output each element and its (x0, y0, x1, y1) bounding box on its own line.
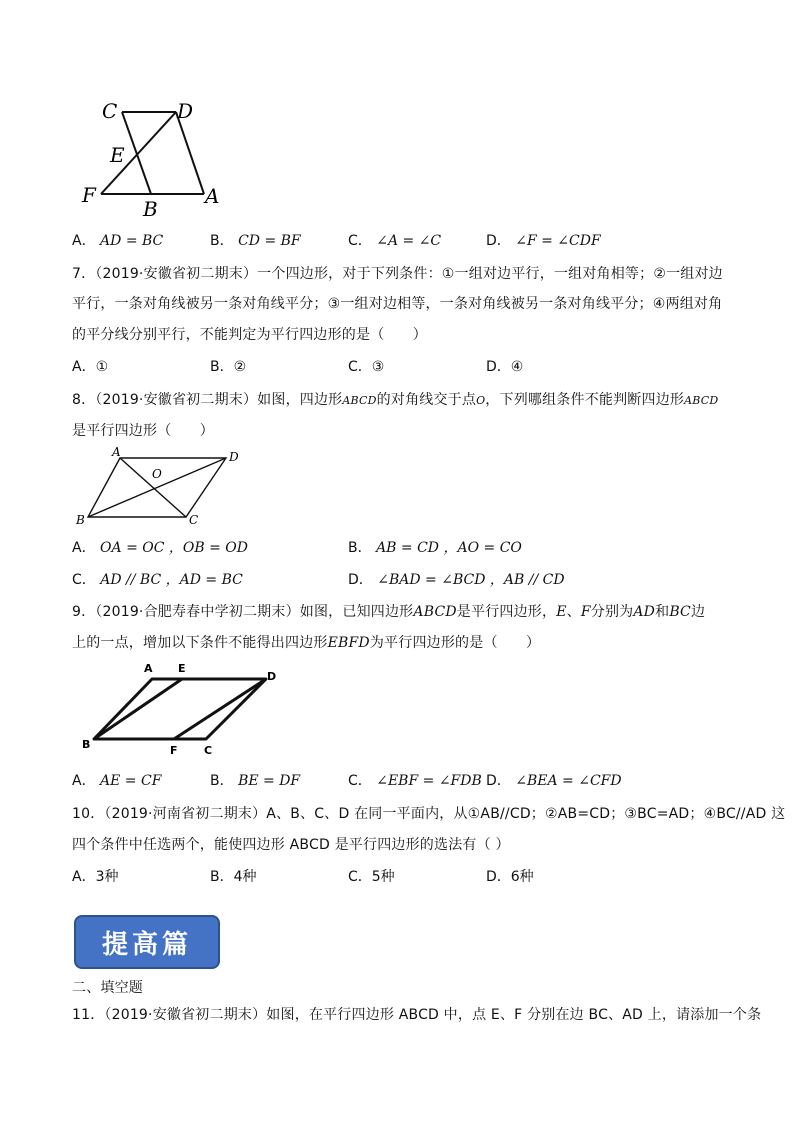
q9-label-C: C (204, 744, 213, 757)
q6-label-A: A (205, 184, 220, 208)
q6-label-F: F (82, 183, 96, 207)
q6-seg-DA (176, 112, 204, 194)
q6-seg-CB (122, 112, 151, 194)
q6-label-B: B (143, 197, 158, 220)
q9-option-a: A． AE = CF (72, 773, 162, 789)
q9-seg-FD (174, 679, 266, 739)
q6-option-c: C． ∠A = ∠C (348, 233, 442, 249)
q6-label-E: E (110, 143, 125, 167)
q9-label-F: F (170, 744, 178, 757)
q9-line-2: 上的一点，增加以下条件不能得出四边形EBFD为平行四边形的是（ ） (72, 635, 541, 651)
q8-label-A: A (112, 446, 121, 459)
q8-option-d: D． ∠BAD = ∠BCD ，AB // CD (348, 572, 565, 588)
q8-line-1: 8．（2019·安徽省初二期末）如图，四边形ABCD的对角线交于点O，下列哪组条件不能判断四边形ABCD (72, 392, 719, 408)
q9-option-b: B． BE = DF (210, 773, 301, 789)
q10-option-a: A．3种 (72, 869, 119, 885)
q7-line-2: 平行，一条对角线被另一条对角线平分；③一组对边相等，一条对角线被另一条对角线平分；④两组对角 (72, 296, 723, 312)
q7-option-c: C．③ (348, 359, 385, 375)
q8-option-c: C． AD // BC ，AD = BC (72, 572, 243, 588)
q10-option-c: C．5种 (348, 869, 395, 885)
q11-line-1: 11．（2019·安徽省初二期末）如图，在平行四边形 ABCD 中，点 E、F 分别在边 BC、AD 上，请添加一个条 (72, 1007, 762, 1023)
q9-option-c: C． ∠EBF = ∠FDB (348, 773, 482, 789)
q9-seg-BE (94, 679, 182, 739)
q6-option-b: B． CD = BF (210, 233, 301, 249)
section-banner: 提高篇 (74, 915, 220, 969)
q9-option-d: D． ∠BEA = ∠CFD (486, 773, 622, 789)
q6-option-d: D． ∠F = ∠CDF (486, 233, 601, 249)
q9-label-E: E (178, 662, 186, 675)
q8-option-b: B． AB = CD ，AO = CO (348, 540, 522, 556)
q10-line-1: 10．（2019·河南省初二期末）A、B、C、D 在同一平面内，从①AB//CD；②AB=CD；③BC=AD；④BC//AD 这 (72, 806, 786, 822)
q8-figure (72, 446, 252, 530)
q9-figure (76, 658, 286, 758)
q6-label-D: D (177, 99, 194, 123)
q10-option-d: D．6种 (486, 869, 534, 885)
q9-label-A: A (144, 662, 153, 675)
section-heading: 二、填空题 (72, 980, 143, 996)
q7-line-3: 的平分线分别平行，不能判定为平行四边形的是（ ） (72, 327, 427, 343)
q8-label-D: D (229, 450, 239, 464)
q8-label-C: C (189, 513, 199, 527)
q6-label-C: C (102, 99, 118, 123)
q8-option-a: A． OA = OC ，OB = OD (72, 540, 248, 556)
q8-label-O: O (152, 467, 162, 481)
q9-label-B: B (82, 738, 91, 751)
q10-option-b: B．4种 (210, 869, 257, 885)
q8-label-B: B (76, 513, 85, 527)
q7-option-a: A．① (72, 359, 109, 375)
q7-option-b: B．② (210, 359, 247, 375)
q9-parallelogram (94, 679, 266, 739)
q9-line-1: 9．（2019·合肥寿春中学初二期末）如图，已知四边形ABCD是平行四边形，E、F分别为AD和BC边 (72, 604, 706, 620)
q7-option-d: D．④ (486, 359, 524, 375)
q6-figure (78, 96, 228, 220)
q10-line-2: 四个条件中任选两个，能使四边形 ABCD 是平行四边形的选法有（ ） (72, 837, 510, 853)
q7-line-1: 7．（2019·安徽省初二期末）一个四边形，对于下列条件：①一组对边平行，一组对角相等；②一组对边 (72, 266, 723, 282)
q6-option-a: A． AD = BC (72, 233, 164, 249)
q8-line-2: 是平行四边形（ ） (72, 423, 214, 439)
q9-label-D: D (267, 670, 277, 683)
